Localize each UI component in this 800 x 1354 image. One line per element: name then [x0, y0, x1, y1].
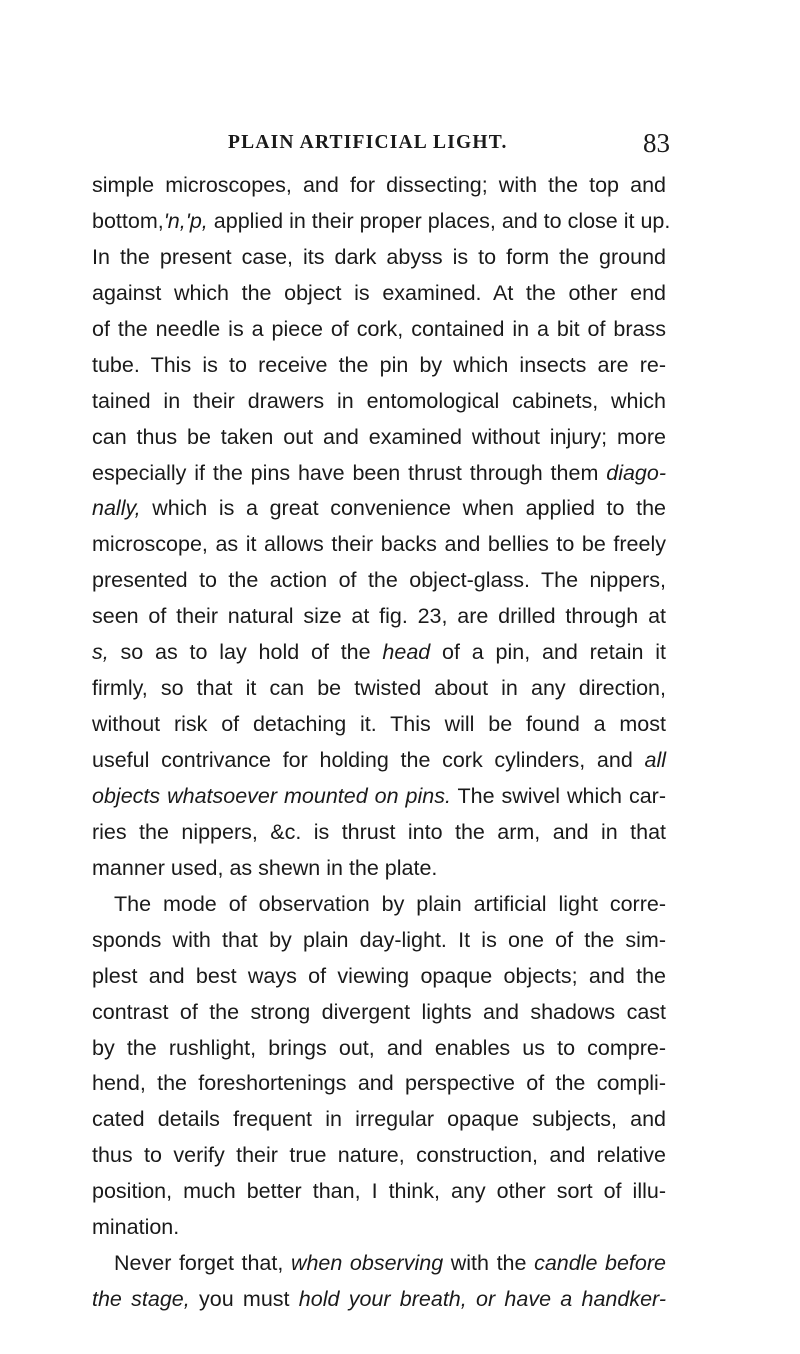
text-line: In the present case, its dark abyss is to form the ground — [92, 244, 666, 269]
text-line: of the needle is a piece of cork, contained in a bit of brass — [92, 316, 666, 341]
text-line: sponds with that by plain day-light. It is one of the sim- — [92, 927, 666, 952]
text-line: ries the nippers, &c. is thrust into the arm, and in that — [92, 819, 666, 844]
running-head: PLAIN ARTIFICIAL LIGHT. — [228, 132, 508, 153]
text-line: The mode of observation by plain artificial light corre- — [114, 891, 666, 916]
text-line: especially if the pins have been thrust through them diago- — [92, 460, 666, 485]
text-line: simple microscopes, and for dissecting; with the top and — [92, 173, 666, 197]
text-line: bottom,'n,'p, applied in their proper places, and to close it up. — [92, 208, 671, 233]
text-line: can thus be taken out and examined without injury; more — [92, 424, 666, 449]
text-line: tained in their drawers in entomological cabinets, which — [92, 388, 666, 413]
text-line: mination. — [92, 1215, 180, 1240]
text-line: seen of their natural size at fig. 23, are drilled through at — [92, 604, 666, 629]
text-line: against which the object is examined. At the other end — [92, 280, 666, 305]
text-line: useful contrivance for holding the cork cylinders, and all — [92, 748, 666, 772]
text-line: manner used, as shewn in the plate. — [92, 855, 438, 880]
text-line: objects whatsoever mounted on pins. The swivel which car- — [92, 783, 666, 808]
text-line: by the rushlight, brings out, and enables us to compre- — [92, 1035, 666, 1060]
text-line: plest and best ways of viewing opaque objects; and the — [92, 963, 666, 988]
page-number: 83 — [643, 128, 670, 158]
text-line: without risk of detaching it. This will be found a most — [92, 712, 666, 737]
text-line: contrast of the strong divergent lights and shadows cast — [92, 999, 666, 1024]
body-text — [92, 168, 671, 1318]
text-line: Never forget that, when observing with the candle before — [114, 1251, 666, 1276]
text-line: hend, the foreshortenings and perspective of the compli- — [92, 1071, 666, 1096]
text-line: nally, which is a great convenience when applied to the — [92, 496, 667, 521]
page-header — [0, 128, 800, 158]
text-line: cated details frequent in irregular opaque subjects, and — [92, 1107, 666, 1132]
text-line: microscope, as it allows their backs and bellies to be freely — [92, 532, 666, 557]
text-line: the stage, you must hold your breath, or have a handker- — [92, 1287, 666, 1312]
text-line: s, so as to lay hold of the head of a pin, and retain it — [92, 640, 666, 665]
text-line: thus to verify their true nature, construction, and relative — [92, 1143, 666, 1168]
text-line: tube. This is to receive the pin by which insects are re- — [92, 352, 666, 377]
text-line: presented to the action of the object-glass. The nippers, — [92, 568, 666, 593]
text-line: position, much better than, I think, any other sort of illu- — [92, 1179, 666, 1204]
text-line: firmly, so that it can be twisted about in any direction, — [92, 676, 666, 701]
